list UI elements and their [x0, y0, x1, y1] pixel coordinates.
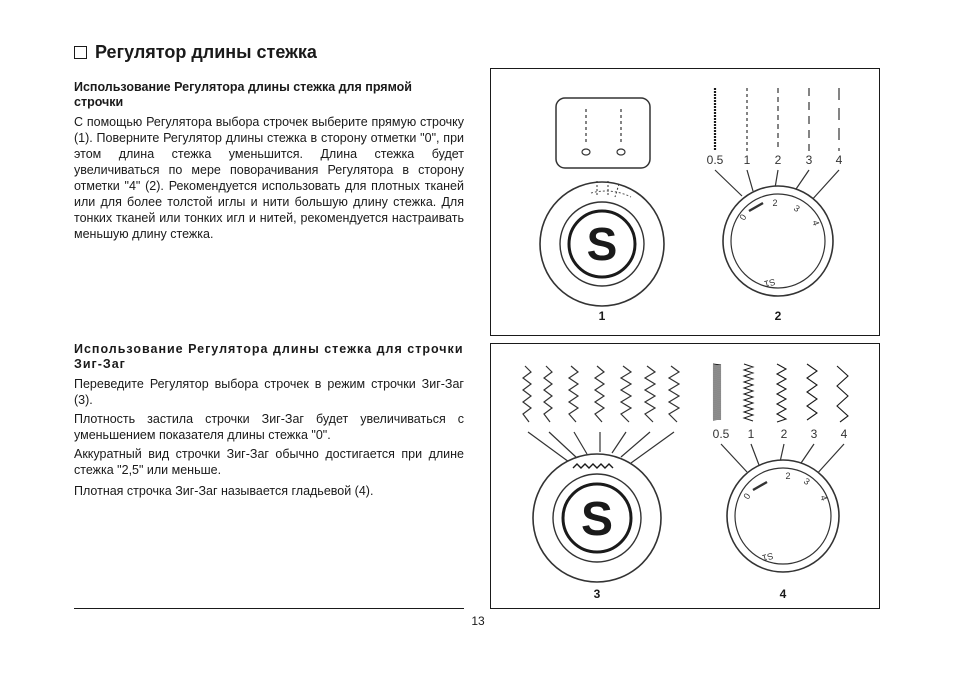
footer-rule [74, 608, 464, 609]
figure-2-label: 2 [774, 309, 782, 323]
figure-1-label: 1 [598, 309, 606, 323]
checkbox-icon [74, 46, 87, 59]
scale-label: 1 [747, 427, 755, 441]
scale-label: 2 [774, 153, 782, 167]
dial-mark: S1 [761, 550, 775, 564]
scale-label: 3 [810, 427, 818, 441]
zigzag-heading: Использование Регулятора длины стежка для строчки Зиг-Заг [74, 342, 464, 371]
dial-mark: 4 [818, 493, 830, 503]
figure-straight-svg [491, 69, 881, 337]
logo-letter: S [580, 493, 614, 546]
dial-mark: 4 [810, 218, 822, 228]
stitch-length-dial-zigzag [727, 460, 839, 572]
zigzag-p4: Плотная строчка Зиг-Заг называется гладьевой (4). [74, 484, 374, 498]
zigzag-p2: Плотность застила строчки Зиг-Заг будет увеличиваться с уменьшением показателя длины стежка "0". [74, 412, 464, 442]
dial-mark: 0 [741, 491, 753, 502]
figure-panel-zigzag [490, 343, 880, 609]
figure-3-label: 3 [593, 587, 601, 601]
straight-heading: Использование Регулятора длины стежка для прямой строчки [74, 80, 412, 109]
figure-zigzag-svg [491, 344, 881, 610]
zigzag-p1: Переведите Регулятор выбора строчек в режим строчки Зиг-Заг (3). [74, 377, 464, 407]
stitch-samples-straight [715, 88, 839, 151]
page-title-text: Регулятор длины стежка [95, 42, 317, 62]
figure-panel-straight [490, 68, 880, 336]
zigzag-samples [523, 366, 679, 422]
dial-mark: 0 [737, 212, 749, 223]
page-number: 13 [471, 614, 485, 628]
scale-label: 1 [743, 153, 751, 167]
page-title [74, 42, 317, 63]
satin-samples [713, 364, 848, 422]
stitch-plate-illustration [556, 98, 650, 168]
scale-label: 0.5 [706, 153, 724, 167]
scale-label: 4 [840, 427, 848, 441]
dial-mark: S1 [763, 276, 777, 290]
dial-mark: 3 [791, 203, 802, 215]
stitch-length-dial [723, 186, 833, 296]
pattern-selector-dial-zigzag [533, 454, 661, 582]
scale-label: 4 [835, 153, 843, 167]
scale-label: 3 [805, 153, 813, 167]
pattern-selector-dial [540, 181, 664, 306]
logo-letter: S [586, 218, 618, 270]
scale-label: 0.5 [712, 427, 730, 441]
figure-4-label: 4 [779, 587, 787, 601]
dial-mark: 3 [801, 476, 812, 488]
dial-mark: 2 [785, 471, 791, 481]
zigzag-p3: Аккуратный вид строчки Зиг-Заг обычно достигается при длине стежка "2,5" или меньше. [74, 447, 464, 477]
dial-mark: 2 [772, 198, 778, 208]
straight-body: С помощью Регулятора выбора строчек выберите прямую строчку (1). Поверните Регулятор длины стежка в сторону отметки "0", при этом длина стежка уменьшится. Длина стежка будет увеличиваться по мере поворачивания Регулятора в сторону отметки "4" (2). Рекомендуется использовать для плотных тканей или для более толстой иглы и нити большую длину стежка. Для тонких тканей или тонких игл и нитей, рекомендуется настраивать меньшую длину стежка. [74, 115, 464, 241]
scale-label: 2 [780, 427, 788, 441]
